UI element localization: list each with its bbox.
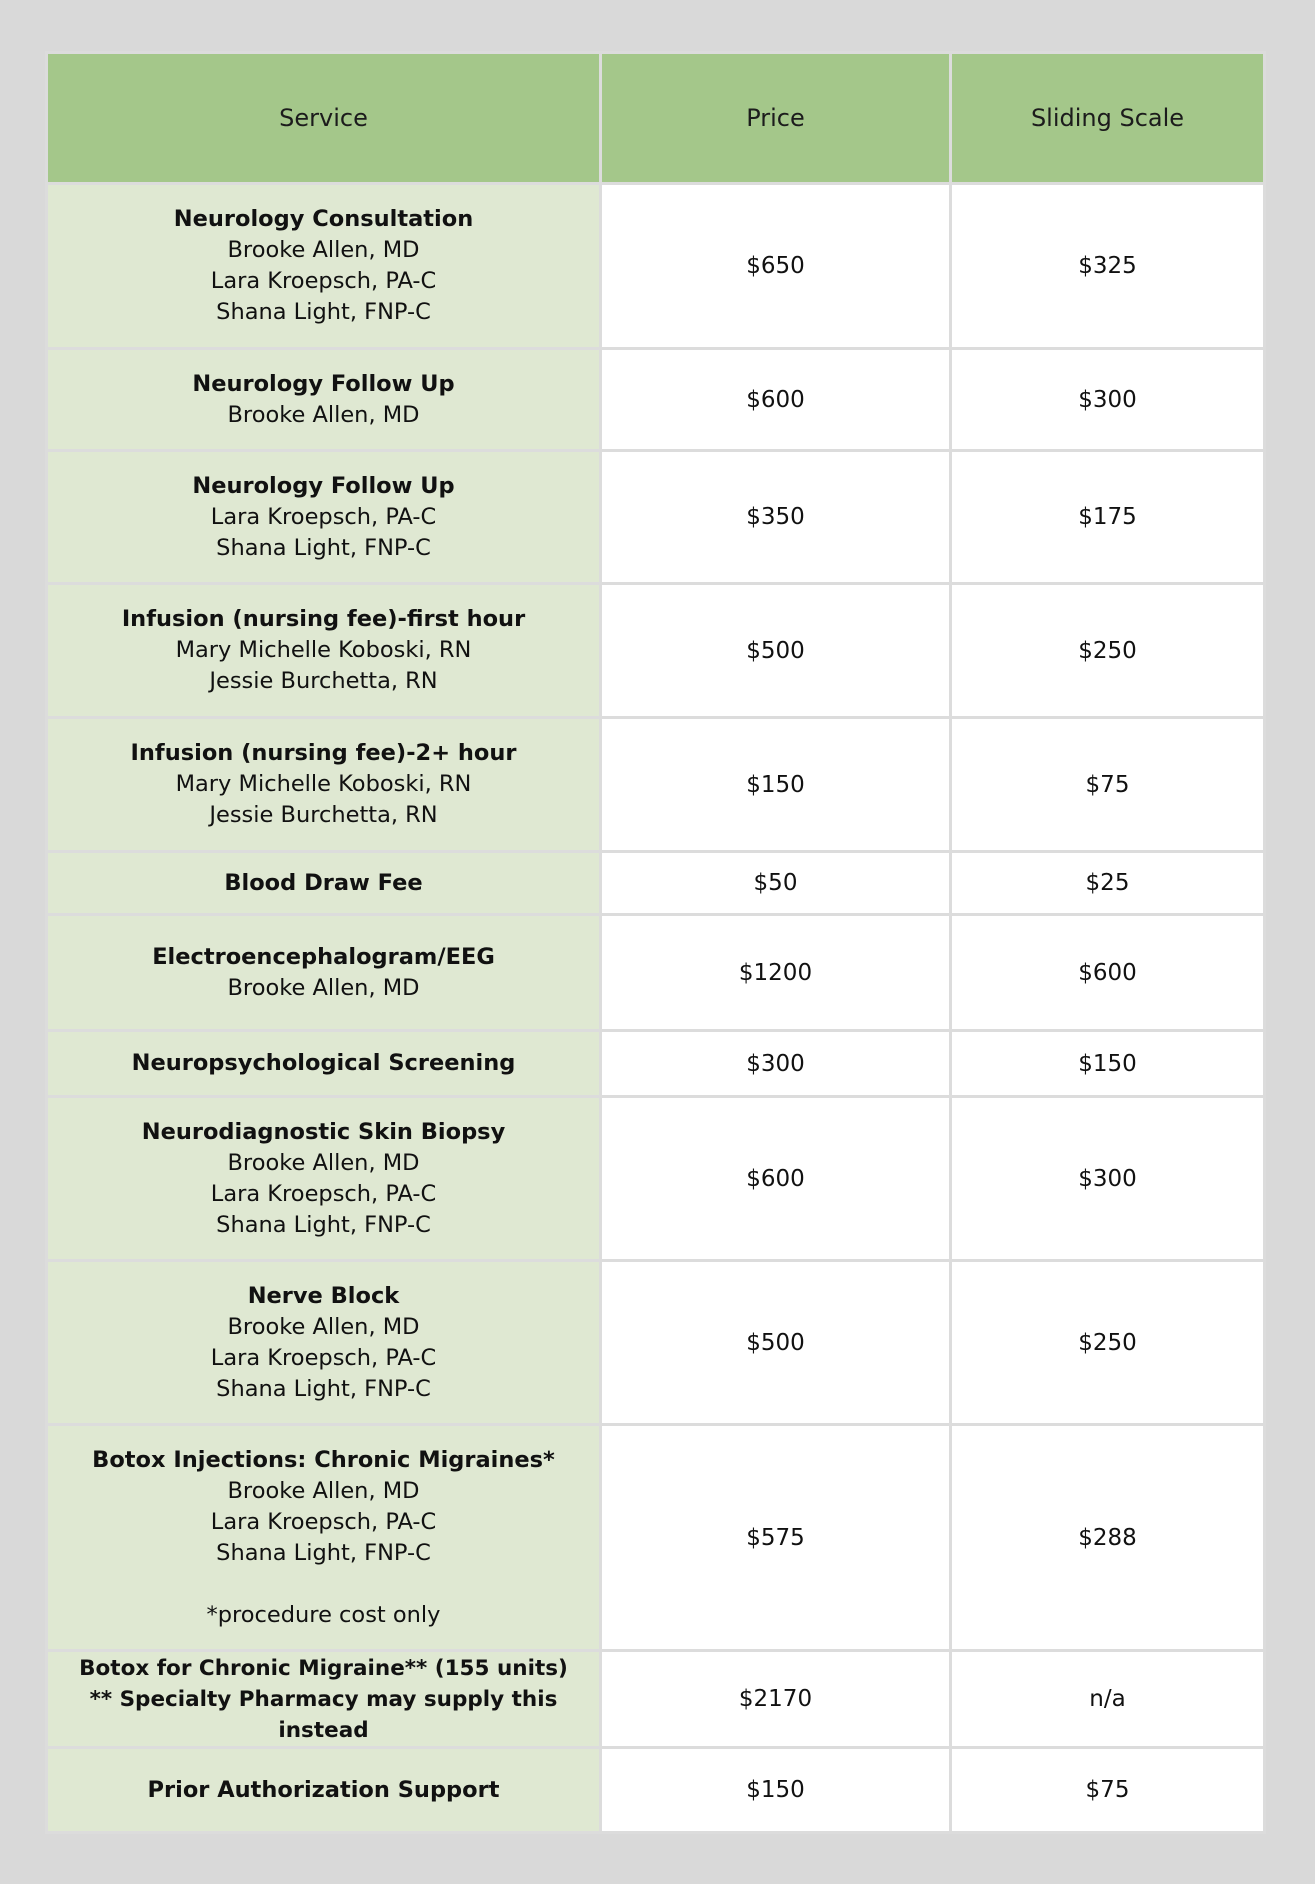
sliding-scale-cell: $150 xyxy=(951,1031,1265,1097)
price-cell: $2170 xyxy=(601,1651,951,1748)
service-note: *procedure cost only xyxy=(206,1601,441,1628)
provider: Lara Kroepsch, PA-C xyxy=(210,1508,437,1535)
provider: Mary Michelle Koboski, RN xyxy=(175,771,472,797)
service-name: Botox Injections: Chronic Migraines* xyxy=(92,1446,555,1473)
service-cell xyxy=(47,852,601,915)
price-cell: $150 xyxy=(601,718,951,852)
provider: Lara Kroepsch, PA-C xyxy=(210,1344,437,1371)
sliding-scale-cell: $300 xyxy=(951,1097,1265,1261)
service-name: Nerve Block xyxy=(247,1282,400,1309)
service-cell xyxy=(47,1748,601,1833)
service-name: Neurodiagnostic Skin Biopsy xyxy=(141,1118,506,1145)
price-cell: $500 xyxy=(601,584,951,718)
provider: Lara Kroepsch, PA-C xyxy=(210,503,437,530)
sliding-scale-cell: $250 xyxy=(951,584,1265,718)
table-row xyxy=(47,1097,1265,1261)
table-row xyxy=(47,584,1265,718)
price-cell: $575 xyxy=(601,1425,951,1651)
provider: Brooke Allen, MD xyxy=(227,974,420,1001)
provider: Lara Kroepsch, PA-C xyxy=(210,268,437,294)
service-name: Neurology Follow Up xyxy=(192,370,455,397)
service-name: Neuropsychological Screening xyxy=(131,1050,516,1076)
service-cell xyxy=(47,584,601,718)
header-price: Price xyxy=(601,53,951,184)
service-cell xyxy=(47,349,601,451)
provider: Jessie Burchetta, RN xyxy=(209,802,438,828)
price-cell: $600 xyxy=(601,1097,951,1261)
price-cell: $50 xyxy=(601,852,951,915)
table-row xyxy=(47,349,1265,451)
service-cell xyxy=(47,718,601,852)
service-cell xyxy=(47,184,601,349)
sliding-scale-cell: $75 xyxy=(951,718,1265,852)
price-cell: $600 xyxy=(601,349,951,451)
table-row xyxy=(47,1425,1265,1651)
price-cell: $150 xyxy=(601,1748,951,1833)
service-name: Neurology Follow Up xyxy=(192,472,455,499)
table-row xyxy=(47,1651,1265,1748)
table-row xyxy=(47,852,1265,915)
header-sliding-scale: Sliding Scale xyxy=(951,53,1265,184)
provider: Brooke Allen, MD xyxy=(227,1477,420,1504)
sliding-scale-cell: n/a xyxy=(951,1651,1265,1748)
service-cell xyxy=(47,451,601,584)
price-cell: $1200 xyxy=(601,915,951,1031)
sliding-scale-cell: $288 xyxy=(951,1425,1265,1651)
sliding-scale-cell: $600 xyxy=(951,915,1265,1031)
service-name-footnote: ** Specialty Pharmacy may supply this instead xyxy=(89,1686,558,1743)
service-name: Blood Draw Fee xyxy=(224,869,423,896)
provider: Jessie Burchetta, RN xyxy=(209,668,438,694)
provider: Brooke Allen, MD xyxy=(227,1313,420,1340)
service-name: Infusion (nursing fee)-first hour xyxy=(121,606,526,632)
table-row xyxy=(47,1031,1265,1097)
provider: Shana Light, FNP-C xyxy=(216,534,431,561)
service-cell xyxy=(47,915,601,1031)
service-cell xyxy=(47,1261,601,1425)
service-cell xyxy=(47,1031,601,1097)
service-cell xyxy=(47,1651,601,1748)
table-row xyxy=(47,915,1265,1031)
provider: Brooke Allen, MD xyxy=(227,1149,420,1176)
table-row xyxy=(47,718,1265,852)
service-name: Prior Authorization Support xyxy=(147,1776,500,1803)
provider: Brooke Allen, MD xyxy=(227,401,420,428)
pricing-table xyxy=(45,51,1266,1834)
provider: Lara Kroepsch, PA-C xyxy=(210,1180,437,1207)
service-cell xyxy=(47,1425,601,1651)
price-cell: $650 xyxy=(601,184,951,349)
sliding-scale-cell: $325 xyxy=(951,184,1265,349)
service-cell xyxy=(47,1097,601,1261)
provider: Shana Light, FNP-C xyxy=(216,299,431,325)
table-row xyxy=(47,1261,1265,1425)
provider: Shana Light, FNP-C xyxy=(216,1539,431,1566)
sliding-scale-cell: $300 xyxy=(951,349,1265,451)
provider: Shana Light, FNP-C xyxy=(216,1375,431,1402)
sliding-scale-cell: $175 xyxy=(951,451,1265,584)
table-row xyxy=(47,451,1265,584)
service-name: Botox for Chronic Migraine** (155 units) xyxy=(79,1655,568,1681)
sliding-scale-cell: $250 xyxy=(951,1261,1265,1425)
price-cell: $300 xyxy=(601,1031,951,1097)
provider: Mary Michelle Koboski, RN xyxy=(175,637,472,663)
provider: Shana Light, FNP-C xyxy=(216,1211,431,1238)
sliding-scale-cell: $75 xyxy=(951,1748,1265,1833)
service-name: Neurology Consultation xyxy=(173,206,474,232)
sliding-scale-cell: $25 xyxy=(951,852,1265,915)
provider: Brooke Allen, MD xyxy=(227,237,420,263)
price-cell: $350 xyxy=(601,451,951,584)
table-row xyxy=(47,184,1265,349)
header-service: Service xyxy=(47,53,601,184)
service-name: Infusion (nursing fee)-2+ hour xyxy=(130,740,517,766)
table-row xyxy=(47,1748,1265,1833)
header-row xyxy=(47,53,1265,184)
service-name: Electroencephalogram/EEG xyxy=(152,943,495,970)
price-cell: $500 xyxy=(601,1261,951,1425)
